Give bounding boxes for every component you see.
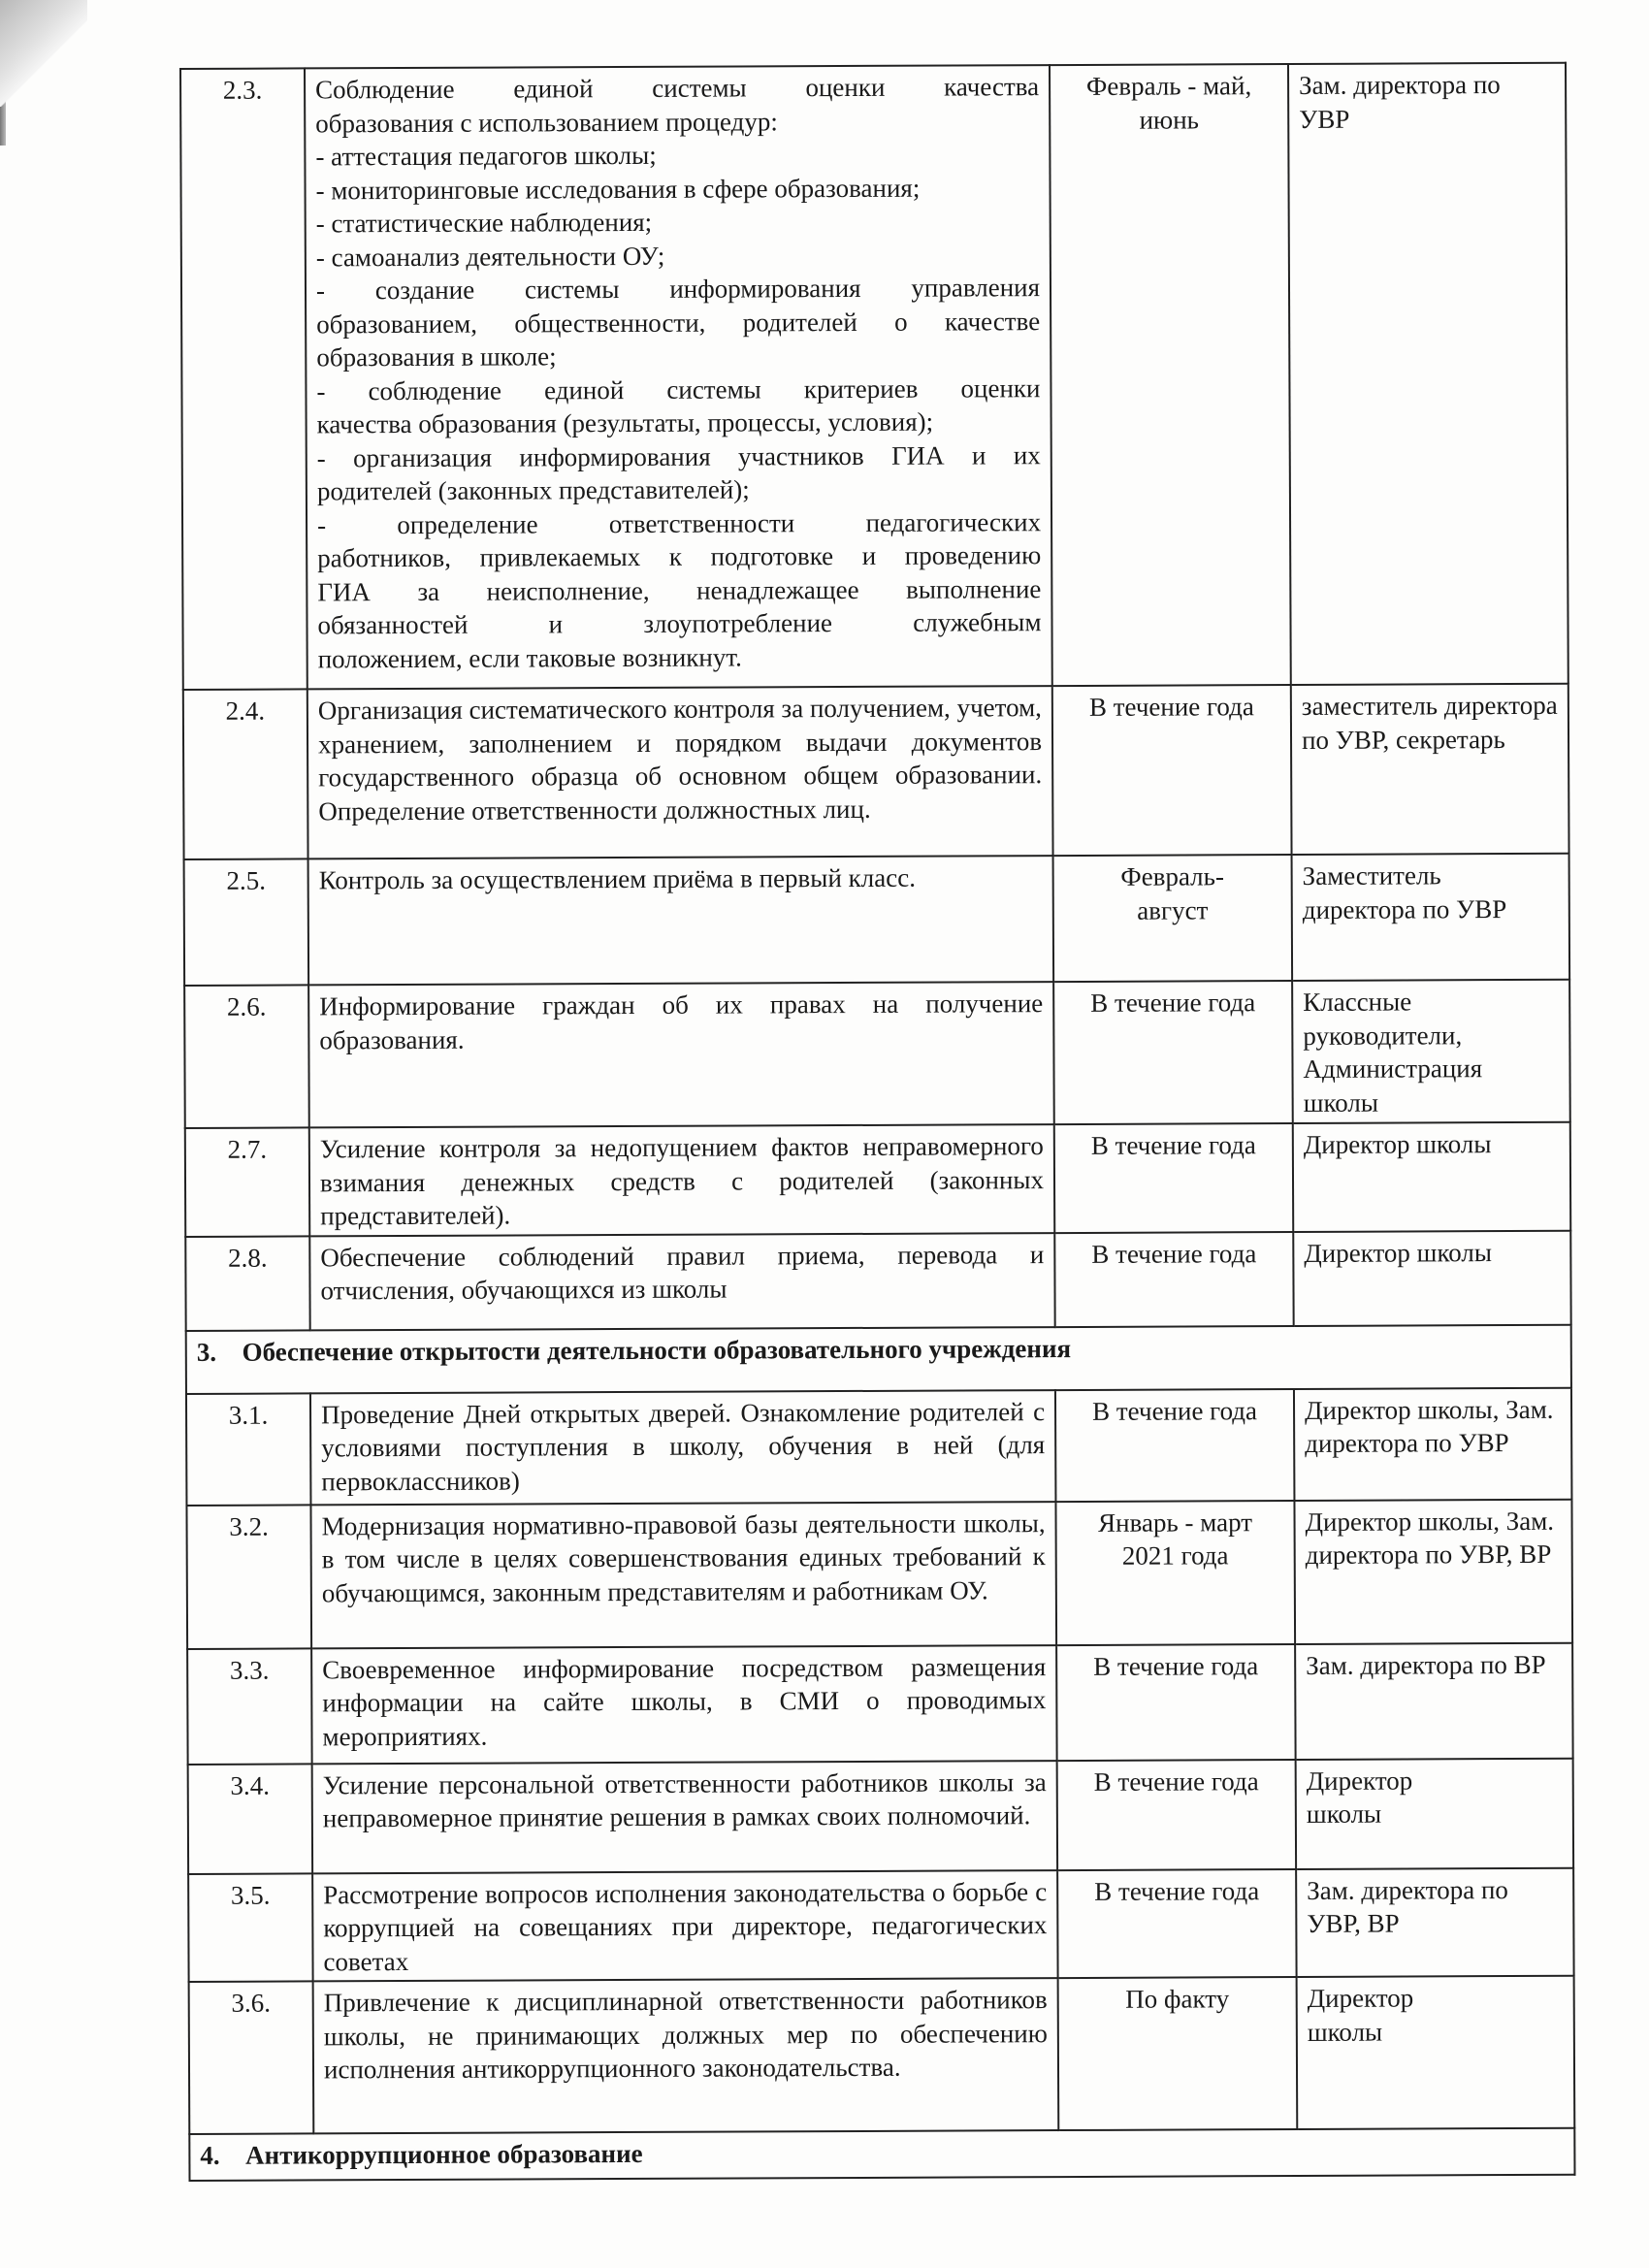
item-deadline: В течение года	[1054, 1232, 1293, 1327]
activity-line: образованием, общественности, родителей о качестве	[316, 306, 1041, 339]
item-responsible: Директор школы	[1296, 1758, 1573, 1868]
item-activity: Контроль за осуществлением приёма в первый класс.	[308, 856, 1054, 985]
item-responsible: Директор школы	[1293, 1122, 1570, 1232]
activity-line: - мониторинговые исследования в сфере образования;	[315, 173, 921, 205]
item-activity	[305, 65, 1052, 689]
activity-line: - соблюдение единой системы критериев оценки	[316, 373, 1041, 405]
section-title	[186, 1324, 1571, 1393]
item-number: 3.3.	[187, 1648, 312, 1765]
item-activity: Организация систематического контроля за получением, учетом, хранением, заполнением и порядком выдачи документов государственного образца об основном общем образовании. Определение ответственности должностных лиц.	[307, 686, 1053, 859]
item-deadline: В течение года	[1052, 685, 1292, 856]
activity-line: обязанностей и злоупотребление служебным	[317, 607, 1042, 640]
item-responsible: Директор школы, Зам. директора по УВР	[1294, 1387, 1571, 1500]
table-row-2-7	[185, 1122, 1570, 1237]
item-activity: Рассмотрение вопросов исполнения законодательства о борьбе с коррупцией на совещаниях при директоре, педагогических советах	[312, 1870, 1057, 1982]
section-title-text: Антикоррупционное образование	[245, 2138, 643, 2170]
table-row-3-2	[186, 1499, 1572, 1648]
item-number: 3.4.	[188, 1764, 312, 1874]
item-activity: Привлечение к дисциплинарной ответственности работников школы, не принимающих должных мер по обеспечению исполнения антикоррупционного законодательства.	[313, 1978, 1059, 2133]
folded-page-corner	[0, 0, 87, 107]
section-header-3	[186, 1324, 1571, 1393]
item-activity: Усиление персональной ответственности работников школы за неправомерное принятие решения в рамках своих полномочий.	[312, 1761, 1057, 1873]
item-activity: Усиление контроля за недопущением фактов неправомерного взимания денежных средств с родителей (законных представителей).	[309, 1124, 1054, 1236]
item-number: 3.6.	[189, 1981, 314, 2134]
item-deadline: В течение года	[1055, 1388, 1294, 1501]
item-responsible: Зам. директора по УВР	[1288, 63, 1568, 685]
item-activity: Информирование граждан об их правах на получение образования.	[308, 982, 1054, 1127]
item-responsible: Директор школы, Зам. директора по УВР, ВР	[1294, 1499, 1572, 1643]
table-row-2-3	[180, 63, 1568, 690]
item-number: 2.8.	[185, 1236, 309, 1331]
item-deadline: В течение года	[1056, 1643, 1296, 1760]
section-header-4	[189, 2128, 1574, 2181]
item-deadline: Февраль-август	[1053, 855, 1293, 982]
item-deadline: Январь - март 2021 года	[1055, 1500, 1295, 1644]
item-number: 2.3.	[180, 68, 307, 690]
activity-line: - организация информирования участников ГИА и их	[316, 439, 1041, 472]
item-number: 3.1.	[186, 1393, 311, 1506]
item-responsible: Директор школы	[1293, 1230, 1570, 1325]
item-deadline: В течение года	[1054, 1123, 1293, 1233]
section-number: 4.	[200, 2140, 220, 2170]
activity-line: Соблюдение единой системы оценки качества	[315, 72, 1040, 105]
activity-line: образования с использованием процедур:	[315, 106, 778, 138]
activity-line: родителей (законных представителей);	[316, 474, 750, 506]
table-row-2-6	[184, 980, 1570, 1128]
table-row-3-3	[187, 1642, 1573, 1764]
item-deadline: В течение года	[1057, 1868, 1296, 1978]
activity-line: качества образования (результаты, процессы, условия);	[316, 406, 934, 439]
item-deadline: По факту	[1058, 1977, 1298, 2130]
item-number: 2.4.	[183, 689, 308, 859]
activity-line: образования в школе;	[316, 341, 557, 373]
activity-line: - определение ответственности педагогических	[316, 506, 1042, 539]
item-responsible: Заместитель директора по УВР	[1292, 854, 1570, 981]
activity-line: ГИА за неисполнение, ненадлежащее выполнение	[317, 573, 1042, 606]
section-title-text: Обеспечение открытости деятельности образовательного учреждения	[242, 1333, 1072, 1367]
section-number: 3.	[196, 1337, 217, 1367]
table-row-3-1	[186, 1387, 1571, 1505]
item-responsible: Классные руководители, Администрация школы	[1292, 980, 1570, 1123]
table-row-3-4	[188, 1758, 1573, 1873]
table-row-2-8	[185, 1230, 1570, 1330]
item-deadline: Февраль - май, июнь	[1050, 64, 1291, 686]
item-responsible: заместитель директора по УВР, секретарь	[1291, 684, 1569, 855]
table-row-3-5	[188, 1867, 1573, 1982]
item-activity: Обеспечение соблюдений правил приема, перевода и отчисления, обучающихся из школы	[309, 1233, 1054, 1330]
table-row-3-6	[189, 1976, 1575, 2134]
item-number: 3.2.	[186, 1505, 311, 1649]
item-activity: Проведение Дней открытых дверей. Ознакомление родителей с условиями поступления в школу, обучения в ней (для первоклассников)	[310, 1390, 1055, 1505]
anticorruption-plan-table	[179, 62, 1575, 2182]
item-deadline: В течение года	[1053, 981, 1293, 1124]
item-responsible: Директор школы	[1297, 1976, 1575, 2129]
activity-line: - создание системы информирования управления	[315, 273, 1041, 306]
item-responsible: Зам. директора по ВР	[1295, 1642, 1573, 1759]
activity-line: работников, привлекаемых к подготовке и проведению	[317, 540, 1042, 573]
item-number: 2.5.	[184, 859, 309, 986]
activity-line: - аттестация педагогов школы;	[315, 140, 657, 172]
item-number: 2.7.	[185, 1127, 309, 1236]
section-title	[189, 2128, 1574, 2181]
activity-line: - самоанализ деятельности ОУ;	[315, 241, 665, 272]
table-row-2-4	[183, 684, 1569, 859]
table-row-2-5	[184, 854, 1570, 986]
item-responsible: Зам. директора по УВР, ВР	[1296, 1867, 1573, 1977]
item-activity: Своевременное информирование посредством размещения информации на сайте школы, в СМИ о проводимых мероприятиях.	[311, 1645, 1057, 1764]
item-deadline: В течение года	[1057, 1759, 1296, 1869]
item-number: 2.6.	[184, 985, 309, 1128]
item-number: 3.5.	[188, 1873, 312, 1982]
activity-line: положением, если таковые возникнут.	[317, 641, 742, 673]
item-activity: Модернизация нормативно-правовой базы деятельности школы, в том числе в целях совершенствования единых требований к обучающимся, законным представителям и работникам ОУ.	[310, 1502, 1056, 1648]
activity-line: - статистические наблюдения;	[315, 207, 653, 239]
